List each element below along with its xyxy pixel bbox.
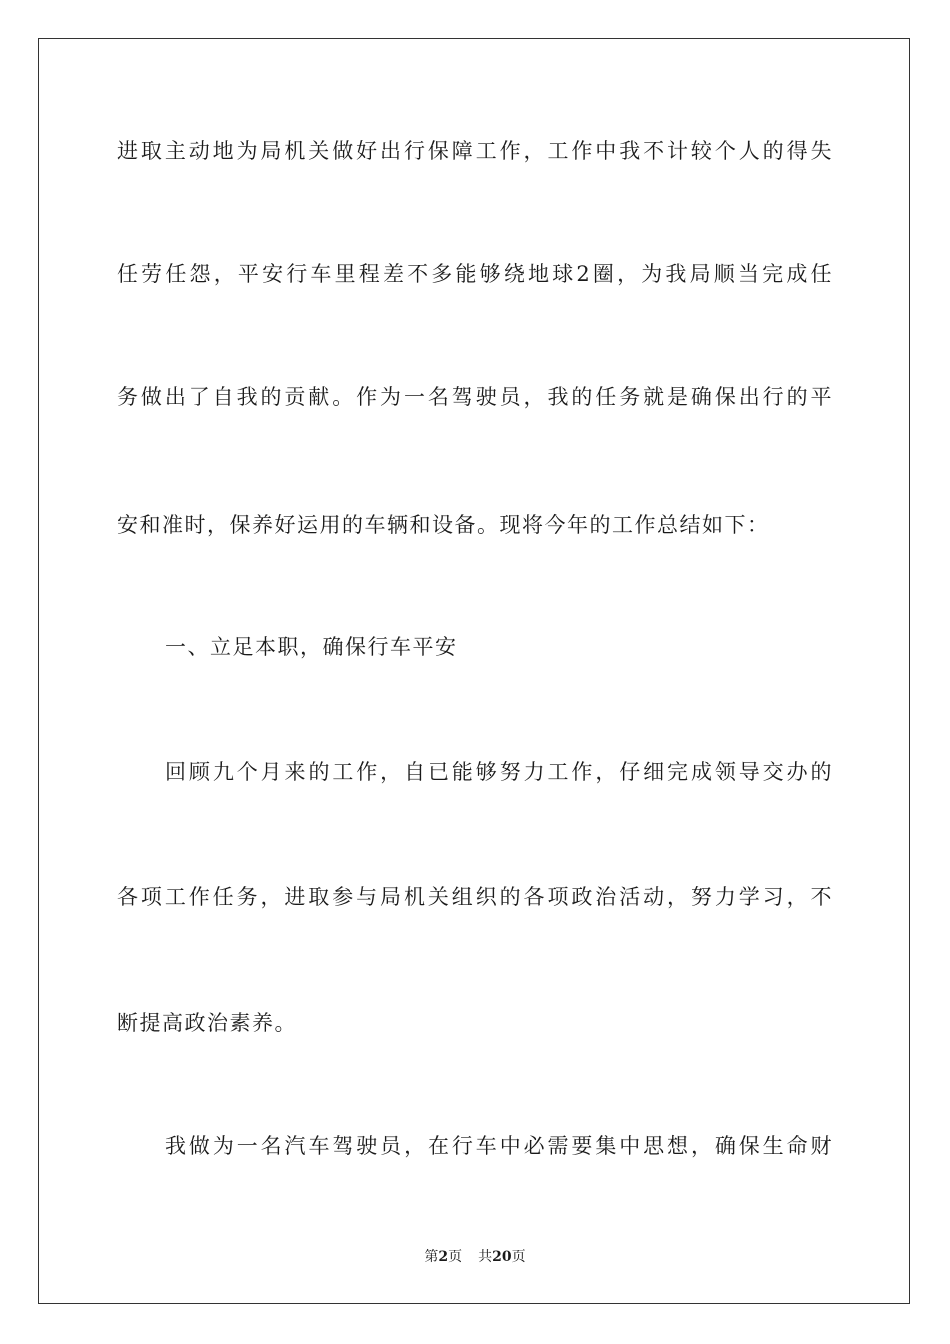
- body-line-9: 我做为一名汽车驾驶员，在行车中必需要集中思想，确保生命财: [165, 1134, 833, 1158]
- footer-page-number: 2: [438, 1249, 449, 1265]
- footer-page-suffix: 页: [448, 1249, 463, 1265]
- footer-total-suffix: 页: [511, 1249, 526, 1265]
- footer-page-prefix: 第: [424, 1249, 439, 1265]
- body-line-4: 安和准时，保养好运用的车辆和设备。现将今年的工作总结如下：: [117, 513, 770, 537]
- body-line-1: 进取主动地为局机关做好出行保障工作，工作中我不计较个人的得失: [117, 139, 833, 163]
- body-line-6: 回顾九个月来的工作，自已能够努力工作，仔细完成领导交办的: [165, 760, 833, 784]
- page-footer: [0, 1247, 950, 1267]
- body-line-7: 各项工作任务，进取参与局机关组织的各项政治活动，努力学习，不: [117, 885, 833, 909]
- footer-total-prefix: 共: [478, 1249, 493, 1265]
- section-heading-1: 一、立足本职，确保行车平安: [165, 635, 458, 659]
- page-border: [38, 38, 910, 1304]
- footer-total-pages: 20: [492, 1249, 512, 1265]
- body-line-2: 任劳任怨，平安行车里程差不多能够绕地球2圈，为我局顺当完成任: [117, 262, 833, 286]
- body-line-8: 断提高政治素养。: [117, 1011, 297, 1035]
- body-line-3: 务做出了自我的贡献。作为一名驾驶员，我的任务就是确保出行的平: [117, 385, 833, 409]
